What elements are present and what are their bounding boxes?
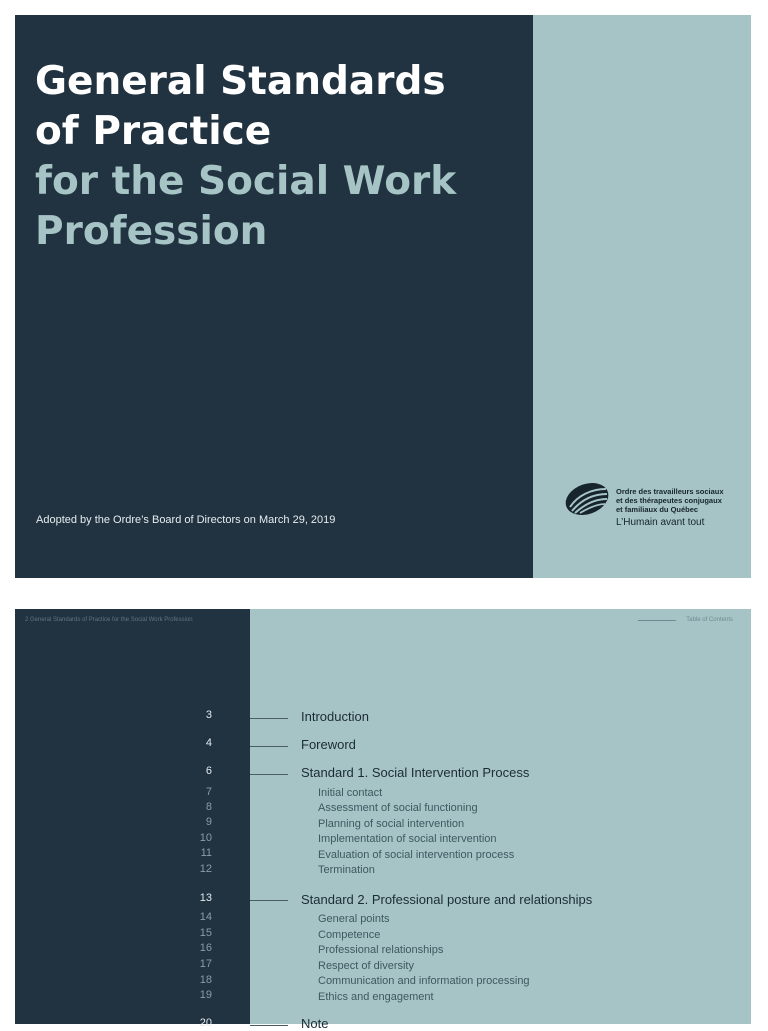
toc-leader-line [250,746,288,747]
toc-subentry[interactable]: Competence [318,929,381,941]
org-name: Ordre des travailleurs sociaux et des thérapeutes conjugaux et familiaux du Québec [616,487,724,514]
toc-page-number: 14 [199,911,212,923]
title-line-2: of Practice [35,109,272,154]
toc-page-number: 15 [199,927,212,939]
header-rule [638,620,676,621]
toc-page-number: 20 [199,1017,212,1029]
toc-page-number: 17 [199,958,212,970]
toc-entry-introduction[interactable]: Introduction [301,709,369,724]
toc-entry-standard-1[interactable]: Standard 1. Social Intervention Process [301,765,530,780]
toc-leader-line [250,1025,288,1026]
adoption-note: Adopted by the Ordre’s Board of Directors on March 29, 2019 [36,514,336,526]
toc-subentry[interactable]: General points [318,913,390,925]
toc-page-number: 12 [199,863,212,875]
toc-page-number: 4 [205,737,212,749]
cover-page [15,15,751,578]
toc-page-number: 3 [205,709,212,721]
toc-page-number: 18 [199,974,212,986]
toc-subentry[interactable]: Professional relationships [318,944,444,956]
toc-leader-line [250,718,288,719]
toc-page-number: 8 [205,801,212,813]
toc-dark-panel [15,609,250,1024]
toc-subentry[interactable]: Implementation of social intervention [318,833,497,845]
toc-page-number: 13 [199,892,212,904]
org-tagline: L’Humain avant tout [616,517,705,528]
toc-subentry[interactable]: Termination [318,864,375,876]
toc-page-number: 10 [199,832,212,844]
toc-page-number: 16 [199,942,212,954]
toc-subentry[interactable]: Evaluation of social intervention process [318,849,515,861]
toc-page-number: 6 [205,765,212,777]
toc-subentry[interactable]: Communication and information processing [318,975,530,987]
toc-subentry[interactable]: Respect of diversity [318,960,414,972]
title-line-1: General Standards [35,59,446,104]
section-label: Table of Contents [686,617,733,623]
org-logo [564,481,744,528]
toc-subentry[interactable]: Planning of social intervention [318,818,465,830]
toc-subentry[interactable]: Assessment of social functioning [318,802,478,814]
toc-subentry[interactable]: Initial contact [318,787,383,799]
toc-page-number: 19 [199,989,212,1001]
org-emblem-icon [564,481,612,521]
toc-subentry[interactable]: Ethics and engagement [318,991,434,1003]
subtitle-line-1: for the Social Work [35,159,457,204]
toc-entry-note[interactable]: Note [301,1016,329,1031]
toc-entry-standard-2[interactable]: Standard 2. Professional posture and relationships [301,892,593,907]
document-title [35,57,515,257]
toc-page-number: 11 [200,847,212,859]
toc-page [15,609,751,1031]
toc-page-number: 7 [205,786,212,798]
toc-page-number: 9 [205,816,212,828]
toc-leader-line [250,774,288,775]
running-header: 2 General Standards of Practice for the Social Work Profession [25,617,193,623]
toc-leader-line [250,900,288,901]
toc-entry-foreword[interactable]: Foreword [301,737,356,752]
subtitle-line-2: Profession [35,209,268,254]
